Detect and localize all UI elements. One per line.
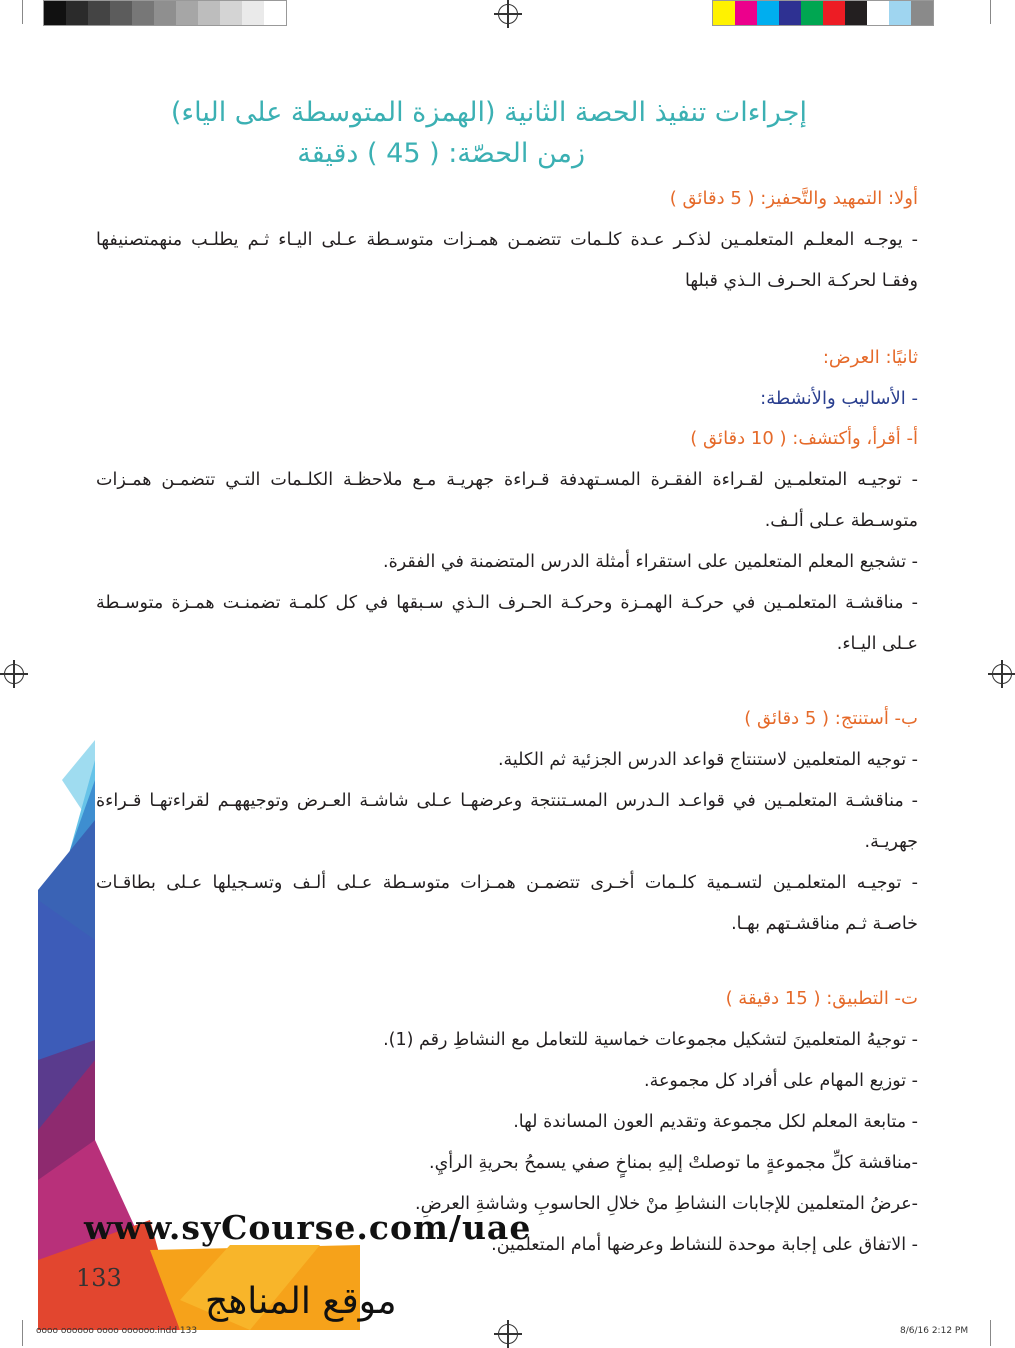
paragraph-line: جهريـة.	[864, 832, 918, 852]
trim-mark	[22, 0, 23, 24]
registration-swatch	[867, 1, 889, 25]
watermark-site-name: موقع المناهج	[205, 1281, 397, 1322]
part-a-heading: أ- أقرأ، وأكتشف: ( 10 دقائق )	[690, 428, 918, 449]
subheading-methods: - الأساليب والأنشطة:	[760, 388, 918, 409]
registration-swatch	[220, 1, 242, 25]
paragraph-line: - توجيـه المتعلمـين لقـراءة الفقـرة المسـتهدفة قـراءة جهريـة مـع ملاحظـة الكلـمات التـي تتضمـن همـزات	[96, 470, 918, 490]
watermark-url: www.syCourse.com/uae	[84, 1208, 532, 1247]
paragraph-line: - توجيه المتعلمين لاستنتاج قواعد الدرس الجزئية ثم الكلية.	[497, 750, 918, 770]
paragraph-line: - توزيع المهام على أفراد كل مجموعة.	[644, 1071, 918, 1091]
registration-swatch	[911, 1, 933, 25]
part-b-heading: ب- أستنتج: ( 5 دقائق )	[744, 708, 918, 729]
registration-swatch	[713, 1, 735, 25]
part-b-paragraph	[96, 740, 918, 945]
paragraph-line: - مناقشـة المتعلمـين في قواعـد الـدرس المسـتنتجة وعرضهـا عـلى شاشـة العـرض وتوجيههـم لقراءتهـا قـراءة	[96, 791, 918, 811]
trim-mark	[990, 0, 991, 24]
registration-color-strip	[712, 0, 934, 26]
registration-swatch	[264, 1, 286, 25]
paragraph-line: خاصـة ثـم مناقشـتهم بهـا.	[731, 914, 918, 934]
part-c-heading: ت- التطبيق: ( 15 دقيقة )	[725, 988, 918, 1009]
section-paragraph-intro	[96, 220, 918, 302]
paragraph-line: - تشجيع المعلم المتعلمين على استقراء أمثلة الدرس المتضمنة في الفقرة.	[383, 552, 918, 572]
section-heading-intro: أولا: التمهيد والتَّحفيز: ( 5 دقائق )	[669, 188, 918, 209]
trim-mark	[990, 1320, 991, 1346]
paragraph-line: عـلى اليـاء.	[836, 634, 918, 654]
registration-swatch	[242, 1, 264, 25]
registration-swatch	[66, 1, 88, 25]
registration-swatch	[845, 1, 867, 25]
paragraph-line: - الاتفاق على إجابة موحدة للنشاط وعرضها أمام المتعلمين.	[491, 1235, 918, 1255]
registration-swatch	[154, 1, 176, 25]
registration-swatch	[44, 1, 66, 25]
page-title: إجراءات تنفيذ الحصة الثانية (الهمزة المتوسطة على الياء)	[170, 97, 807, 128]
registration-mark-bottom	[498, 1324, 518, 1344]
registration-swatch	[132, 1, 154, 25]
registration-swatch	[110, 1, 132, 25]
registration-mark-right	[992, 664, 1012, 684]
registration-swatch	[757, 1, 779, 25]
registration-gray-strip	[43, 0, 287, 26]
paragraph-line: - يوجـه المعلـم المتعلمـين لذكـر عـدة كلـمات تتضمـن همـزات متوسـطة عـلى اليـاء ثـم يطلـب منهمتصنيفها	[96, 230, 918, 250]
paragraph-line: - مناقشـة المتعلمـين في حركـة الهمـزة وحركـة الحـرف الـذي سـبقها في كل كلمـة تضمنـت همـزة متوسـطة	[96, 593, 918, 613]
paragraph-line: - متابعة المعلم لكل مجموعة وتقديم العون المساندة لها.	[513, 1112, 918, 1132]
registration-mark-left	[4, 664, 24, 684]
registration-swatch	[823, 1, 845, 25]
registration-swatch	[779, 1, 801, 25]
registration-mark-top	[498, 4, 518, 24]
paragraph-line: - توجيـه المتعلمـين لتسـمية كلـمات أخـرى تتضمـن همـزات متوسـطة عـلى ألـف وتسـجيلها عـلى بطاقـات	[96, 873, 918, 893]
paragraph-line: - توجيهُ المتعلمينَ لتشكيل مجموعات خماسية للتعامل مع النشاطِ رقم (1).	[383, 1030, 918, 1050]
section-heading-presentation: ثانيًا: العرض:	[822, 347, 918, 368]
paragraph-line: -عرضُ المتعلمين للإجابات النشاطِ منْ خلالِ الحاسوبِ وشاشةِ العرضِ.	[415, 1194, 918, 1214]
paragraph-line: وفقـا لحركـة الحـرف الـذي قبلها	[685, 271, 918, 291]
footer-timestamp: 8/6/16 2:12 PM	[900, 1326, 969, 1336]
paragraph-line: -مناقشة كلِّ مجموعةٍ ما توصلتْ إليهِ بمناخٍ صفي يسمحُ بحريةِ الرأيِ.	[429, 1153, 918, 1173]
paragraph-line: متوسـطة عـلى ألـف.	[764, 511, 918, 531]
registration-swatch	[198, 1, 220, 25]
part-a-paragraph	[96, 460, 918, 665]
registration-swatch	[735, 1, 757, 25]
page-number: 133	[76, 1264, 122, 1292]
registration-swatch	[176, 1, 198, 25]
registration-swatch	[801, 1, 823, 25]
registration-swatch	[889, 1, 911, 25]
session-duration: زمن الحصّة: ( 45 ) دقيقة	[297, 138, 585, 169]
registration-swatch	[88, 1, 110, 25]
footer-file-info: oooo oooooo oooo oooooo.indd 133	[36, 1326, 198, 1336]
